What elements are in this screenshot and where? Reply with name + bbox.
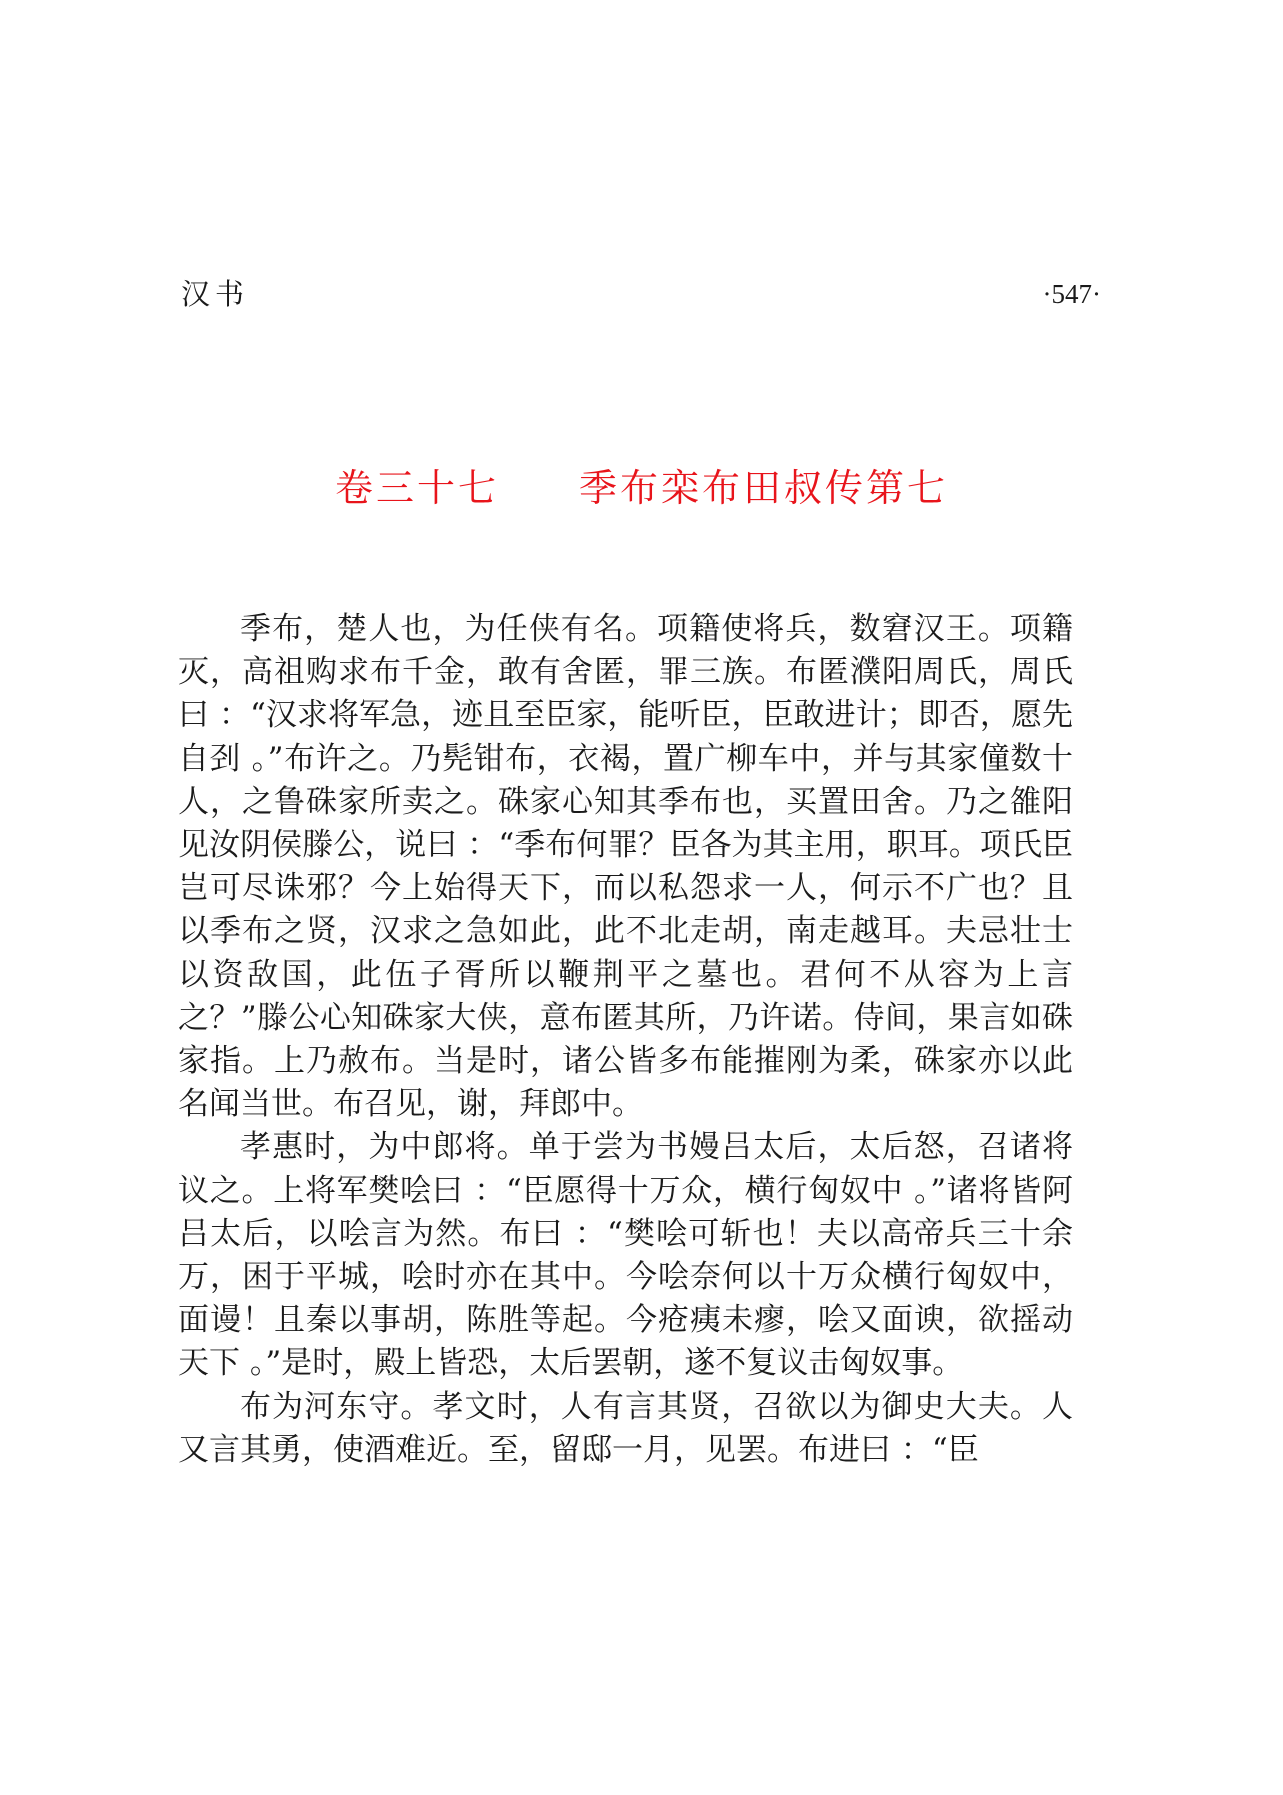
paragraph: 季布，楚人也，为任侠有名。项籍使将兵，数窘汉王。项籍灭，高祖购求布千金，敢有舍匿，罪三族。布匿濮阳周氏，周氏曰 ：“汉求将军急，迹且至臣家，能听臣，臣敢进计；即否，愿先自刭 。”布许之。乃髡钳布，衣褐，置广柳车中，并与其家僮数十人，之鲁硃家所卖之。硃家心知其季布也，买置田舍。乃之雒阳见汝阴侯滕公，说曰 ：“季布何罪？臣各为其主用，职耳。项氏臣岂可尽诛邪？今上始得天下，而以私怨求一人，何示不广也？且以季布之贤，汉求之急如此，此不北走胡，南走越耳。夫忌壮士以资敌国，此伍子胥所以鞭荆平之墓也。君何不从容为上言之？”滕公心知硃家大侠，意布匿其所，乃许诺。侍间，果言如硃家指。上乃赦布。当是时，诸公皆多布能摧刚为柔，硃家亦以此名闻当世。布召见，谢，拜郎中。 — [178, 611, 1073, 1123]
chapter-name: 季布栾布田叔传第七 — [579, 466, 949, 510]
running-header — [181, 272, 1101, 316]
chapter-heading — [0, 458, 1283, 518]
book-title: 汉书 — [181, 277, 250, 311]
paragraph: 孝惠时，为中郎将。单于尝为书嫚吕太后，太后怒，召诸将议之。上将军樊哙曰 ：“臣愿得十万众，横行匈奴中 。”诸将皆阿吕太后，以哙言为然。布曰 ：“樊哙可斩也！夫以高帝兵三十余万，困于平城，哙时亦在其中。今哙奈何以十万众横行匈奴中，面谩！且秦以事胡，陈胜等起。今疮痍未瘳，哙又面谀，欲摇动天下 。”是时，殿上皆恐，太后罢朝，遂不复议击匈奴事。 — [178, 1129, 1073, 1382]
paragraph: 布为河东守。孝文时，人有言其贤，召欲以为御史大夫。人又言其勇，使酒难近。至，留邸一月，见罢。布进曰 ：“臣 — [178, 1388, 1073, 1468]
body-text — [178, 608, 1073, 1472]
chapter-volume: 卷三十七 — [334, 466, 499, 510]
page-number: ·547· — [1042, 279, 1101, 309]
